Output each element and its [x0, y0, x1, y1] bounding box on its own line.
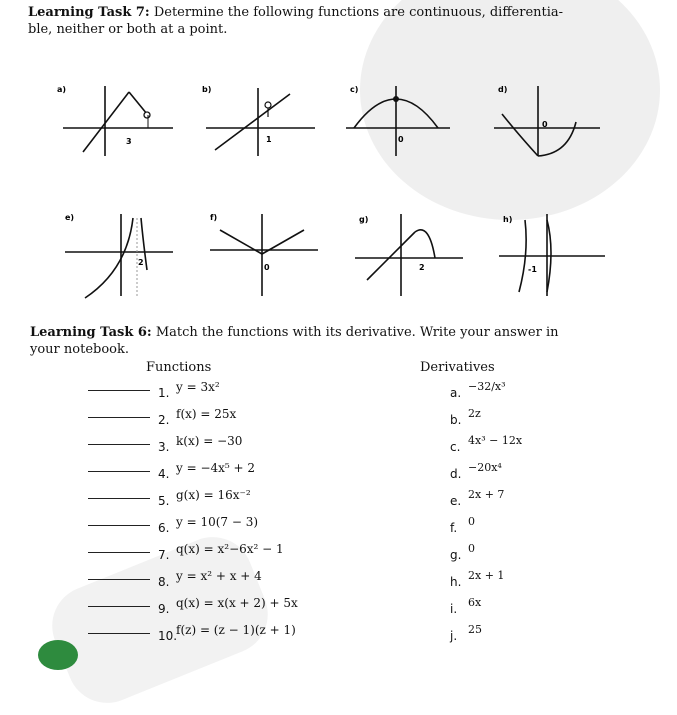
task6-title: Learning Task 6:	[30, 325, 152, 340]
derivative-expr: 25	[468, 623, 482, 636]
graph-e	[55, 210, 175, 300]
derivative-expr: 4x³ − 12x	[468, 434, 523, 447]
function-expr: y = x² + x + 4	[176, 569, 262, 583]
derivative-letter: d.	[450, 467, 462, 481]
graph-g	[345, 210, 470, 300]
graph-label: e)	[65, 213, 75, 222]
match-row	[88, 432, 648, 458]
match-row	[88, 405, 648, 431]
task7-title: Learning Task 7:	[28, 5, 150, 20]
match-row	[88, 486, 648, 512]
derivative-expr: 0	[468, 515, 475, 528]
match-row	[88, 594, 648, 620]
derivative-expr: 2x + 7	[468, 488, 505, 501]
task7-text: Determine the following functions are continuous, differentia-	[153, 5, 564, 20]
derivative-expr: 2x + 1	[468, 569, 505, 582]
graph-point-label: 2	[138, 258, 144, 267]
match-row	[88, 459, 648, 485]
task7-text2: ble, neither or both at a point.	[28, 22, 228, 37]
derivative-letter: g.	[450, 548, 462, 562]
answer-blank[interactable]	[88, 525, 150, 526]
item-number: 8.	[158, 575, 170, 589]
graph-b	[200, 82, 320, 157]
task6-text: Match the functions with its derivative. Write your answer in	[155, 325, 559, 340]
task6-instructions	[30, 324, 630, 358]
match-row	[88, 378, 648, 404]
graph-point-label: 0	[264, 263, 270, 272]
derivative-letter: i.	[450, 602, 458, 616]
function-expr: q(x) = x²−6x² − 1	[176, 542, 284, 556]
derivative-letter: j.	[450, 629, 458, 643]
derivative-expr: −32/x³	[468, 380, 506, 393]
item-number: 3.	[158, 440, 170, 454]
item-number: 5.	[158, 494, 170, 508]
derivative-letter: c.	[450, 440, 461, 454]
answer-blank[interactable]	[88, 606, 150, 607]
match-row	[88, 540, 648, 566]
function-expr: f(z) = (z − 1)(z + 1)	[176, 623, 296, 637]
graph-h	[495, 210, 610, 300]
corner-decoration	[38, 640, 78, 670]
answer-blank[interactable]	[88, 498, 150, 499]
item-number: 9.	[158, 602, 170, 616]
item-number: 10.	[158, 629, 178, 643]
graph-label: d)	[498, 85, 508, 94]
graph-label: b)	[202, 85, 212, 94]
graph-point-label: 2	[419, 263, 425, 272]
match-row	[88, 567, 648, 593]
graph-point-label: -1	[528, 265, 537, 274]
derivative-letter: a.	[450, 386, 462, 400]
derivative-expr: −20x⁴	[468, 461, 502, 474]
graph-c	[340, 82, 460, 157]
function-expr: y = −4x⁵ + 2	[176, 461, 256, 475]
task6-text2: your notebook.	[30, 342, 129, 357]
graph-label: h)	[503, 215, 513, 224]
derivative-expr: 2z	[468, 407, 481, 420]
functions-header: Functions	[146, 360, 212, 375]
item-number: 4.	[158, 467, 170, 481]
derivative-expr: 0	[468, 542, 475, 555]
graph-label: c)	[350, 85, 359, 94]
graph-point-label: 1	[266, 135, 272, 144]
graph-label: f)	[210, 213, 218, 222]
answer-blank[interactable]	[88, 417, 150, 418]
answer-blank[interactable]	[88, 444, 150, 445]
derivative-letter: b.	[450, 413, 462, 427]
match-row	[88, 621, 648, 647]
graph-label: g)	[359, 215, 369, 224]
answer-blank[interactable]	[88, 471, 150, 472]
function-expr: y = 3x²	[176, 380, 220, 394]
answer-blank[interactable]	[88, 633, 150, 634]
graph-point-label: 3	[126, 137, 132, 146]
function-expr: q(x) = x(x + 2) + 5x	[176, 596, 298, 610]
graph-label: a)	[57, 85, 67, 94]
graph-a	[55, 82, 175, 157]
answer-blank[interactable]	[88, 579, 150, 580]
function-expr: k(x) = −30	[176, 434, 243, 448]
derivative-letter: e.	[450, 494, 462, 508]
answer-blank[interactable]	[88, 552, 150, 553]
match-row	[88, 513, 648, 539]
derivative-letter: h.	[450, 575, 462, 589]
item-number: 7.	[158, 548, 170, 562]
graph-f	[200, 210, 325, 300]
item-number: 6.	[158, 521, 170, 535]
graph-point-label: 0	[398, 135, 404, 144]
function-expr: y = 10(7 − 3)	[176, 515, 259, 529]
graph-d	[488, 82, 608, 157]
item-number: 2.	[158, 413, 170, 427]
function-expr: g(x) = 16x⁻²	[176, 488, 251, 502]
derivative-expr: 6x	[468, 596, 482, 609]
derivatives-header: Derivatives	[420, 360, 495, 375]
task7-instructions	[28, 4, 648, 38]
function-expr: f(x) = 25x	[176, 407, 237, 421]
item-number: 1.	[158, 386, 170, 400]
derivative-letter: f.	[450, 521, 458, 535]
graph-point-label: 0	[542, 120, 548, 129]
answer-blank[interactable]	[88, 390, 150, 391]
